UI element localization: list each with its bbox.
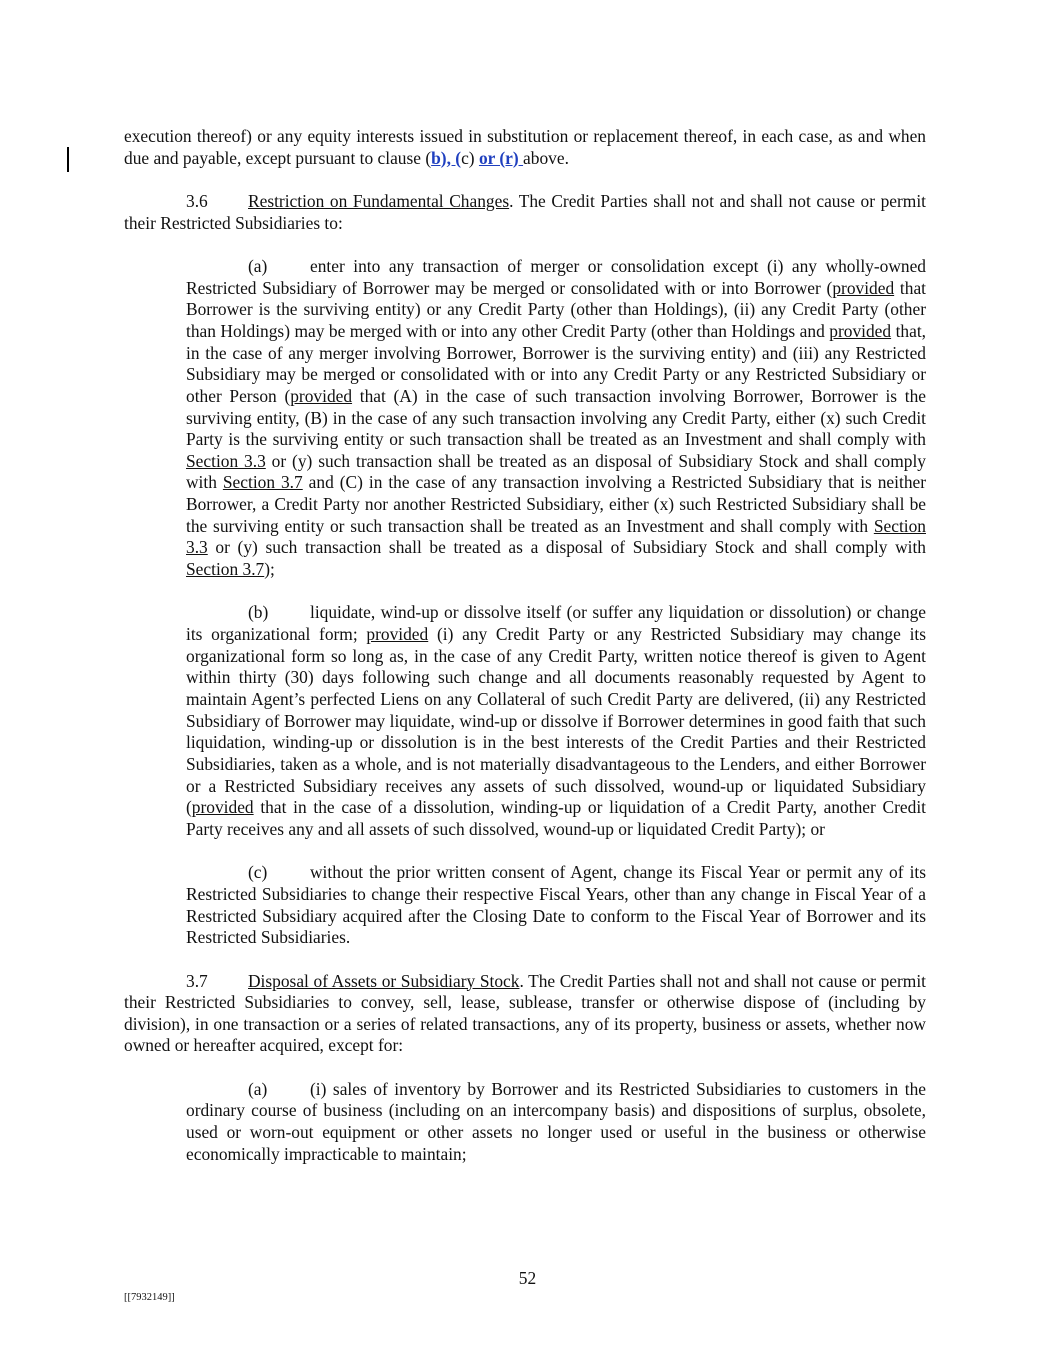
text-run: and (C) in the case of any transaction involving a Restricted Subsidiary that is neither Borrower, a Credit Party nor another Restricted Subsidiary, either (x) such Restricted Subsidiary shall be the surviving entity or such transaction shall be treated as an Investment and shall comply with: [186, 472, 927, 536]
text-run: . The Credit Parties shall not and shall not cause or permit their Restricted Subsidiaries to convey, sell, lease, sublease, transfer or otherwise dispose of (including by division), in one transaction or a series of related transactions, any of its property, business or assets, whether now owned or hereafter acquired, except for:: [124, 970, 926, 1056]
text-run: or (y) such transaction shall be treated as a disposal of Subsidiary Stock and shall comply with: [207, 537, 926, 558]
text-run: c): [461, 147, 479, 168]
underlined-term: Restriction on Fundamental Changes: [248, 190, 510, 211]
section-b: [186, 602, 926, 840]
underlined-term: Section 3.3: [186, 515, 926, 558]
text-run: that (A) in the case of such transaction involving Borrower, Borrower is the surviving entity, (B) in the case of any such transaction involving any Credit Party, either (x) such Credit Party is the surviving entity or such transaction shall be treated as an Investment and shall comply with: [186, 385, 926, 450]
text-run: that in the case of a dissolution, winding-up or liquidation of a Credit Party, another Credit Party receives any and all assets of such dissolved, wound-up or liquidated Credit Party); or: [186, 797, 926, 839]
text-run: (i) sales of inventory by Borrower and its Restricted Subsidiaries to customers in the ordinary course of business (including on an intercompany basis) and dispositions of surplus, obsolete, used or worn-out equipment or other assets no longer used or useful in the business or otherwise economically impracticable to maintain;: [186, 1078, 926, 1164]
paragraph: [124, 126, 926, 169]
text-run: . The Credit Parties shall not and shall not cause or permit their Restricted Subsidiaries to:: [124, 190, 926, 233]
text-run: or (y) such transaction shall be treated as an disposal of Subsidiary Stock and shall comply with: [186, 450, 926, 493]
section-a: [186, 256, 926, 581]
text-run: that Borrower is the surviving entity) or any Credit Party (other than Holdings), (ii) any Credit Party (other than Holdings) may be merged with or into any other Credit Party (other than Holdings and: [186, 277, 926, 341]
underlined-term: Section 3.7: [186, 559, 265, 580]
underlined-term: provided: [832, 277, 895, 298]
text-run: above.: [523, 147, 569, 168]
underlined-term: provided: [191, 797, 254, 818]
section-number: 3.7: [186, 970, 208, 991]
clause-link[interactable]: or (r): [478, 147, 524, 168]
page-number: 52: [518, 1268, 537, 1288]
text-run: execution thereof) or any equity interests issued in substitution or replacement thereof, in each case, as and when due and payable, except pursuant to clause (: [124, 126, 926, 168]
underlined-term: provided: [829, 320, 892, 341]
section-37: [124, 971, 926, 1058]
document-body: [124, 126, 926, 1187]
text-run: );: [264, 559, 275, 580]
underlined-term: provided: [366, 624, 429, 645]
underlined-term: Section 3.7: [222, 472, 303, 493]
text-run: that, in the case of any merger involving Borrower, Borrower is the surviving entity) and (iii) any Restricted Subsidiary may be merged or consolidated with or into any Credit Party or any Restricted Subsidiary or other Person (: [186, 320, 927, 406]
section-number: 3.6: [186, 190, 208, 211]
section-a: [186, 1079, 926, 1166]
section-number: (b): [248, 602, 269, 623]
clause-link[interactable]: b), (: [431, 147, 462, 168]
section-number: (a): [248, 1078, 268, 1099]
section-c: [186, 862, 926, 949]
text-run: liquidate, wind-up or dissolve itself (or suffer any liquidation or dissolution) or change its organizational form;: [186, 602, 926, 645]
section-number: (a): [248, 255, 268, 276]
text-run: (i) any Credit Party or any Restricted Subsidiary may change its organizational form so long as, in the case of any Credit Party, written notice thereof is given to Agent within thirty (30) days following such change and all documents reasonably requested by Agent to maintain Agent’s perfected Liens on any Collateral of such Credit Party are delivered, (ii) any Restricted Subsidiary of Borrower may liquidate, wind-up or dissolve if Borrower determines in good faith that such liquidation, winding-up or dissolution is in the best interests of the Credit Parties and their Restricted Subsidiaries, taken as a whole, and is not materially disadvantageous to the Lenders, and either Borrower or a Restricted Subsidiary receives any assets of such dissolved, wound-up or liquidated Subsidiary (: [186, 624, 926, 818]
text-run: enter into any transaction of merger or consolidation except (i) any wholly-owned Restricted Subsidiary of Borrower may be merged or consolidated with or into Borrower (: [186, 255, 926, 298]
section-36: [124, 191, 926, 234]
underlined-term: provided: [290, 385, 353, 406]
underlined-term: Disposal of Assets or Subsidiary Stock: [248, 970, 520, 991]
document-id: [[7932149]]: [124, 1292, 175, 1303]
underlined-term: Section 3.3: [186, 450, 266, 471]
revision-change-bar: [67, 147, 69, 172]
section-number: (c): [248, 862, 268, 883]
text-run: without the prior written consent of Agent, change its Fiscal Year or permit any of its Restricted Subsidiaries to change their respective Fiscal Years, other than any change in Fiscal Year of a Restricted Subsidiary acquired after the Closing Date to conform to the Fiscal Year of Borrower and its Restricted Subsidiaries.: [186, 862, 926, 948]
